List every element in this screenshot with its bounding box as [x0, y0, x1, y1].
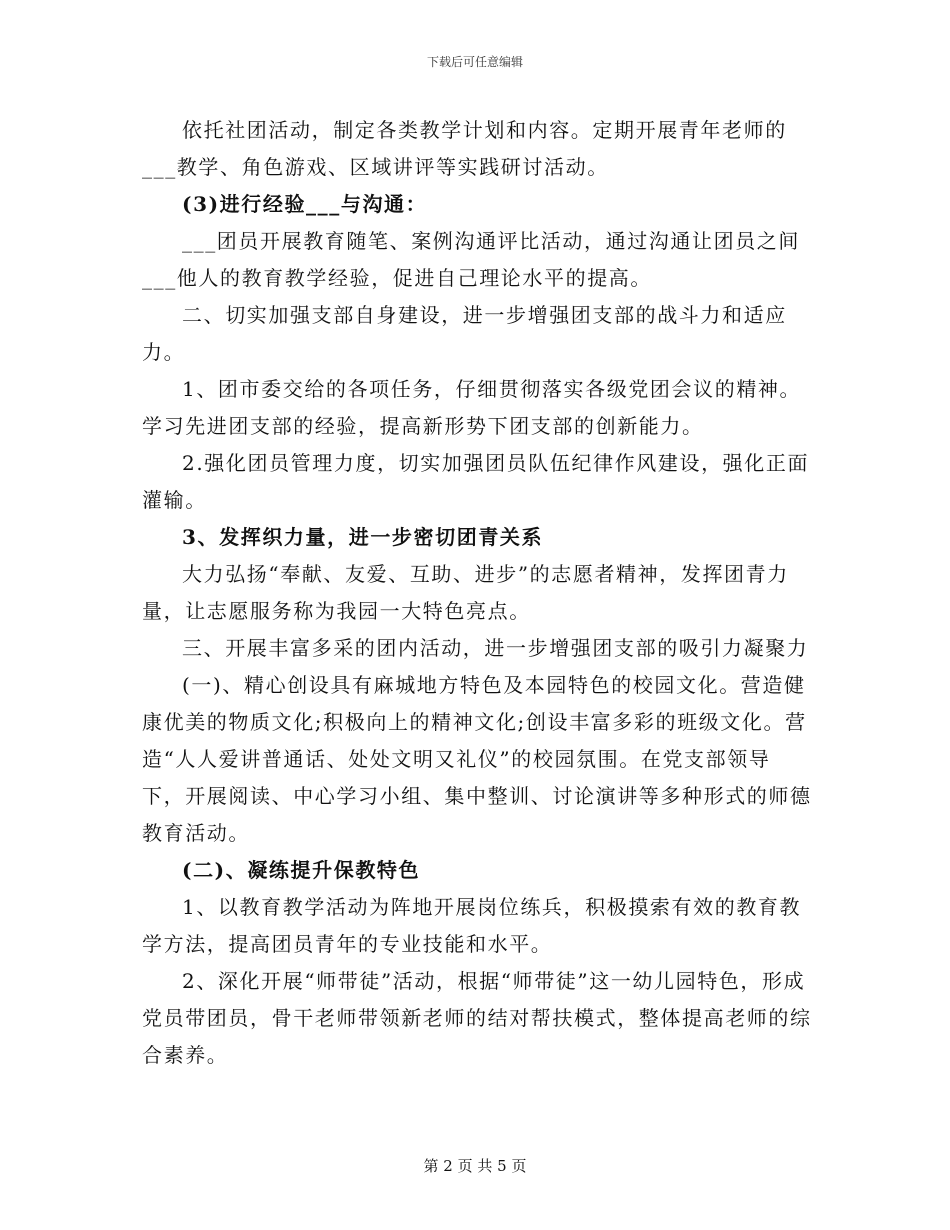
paragraph: (一)、精心创设具有麻城地方特色及本园特色的校园文化。营造健康优美的物质文化;积极向上的精神文化;创设丰富多彩的班级文化。营造“人人爱讲普通话、处处文明又礼仪”的校园氛围。在党支部领导下，开展阅读、中心学习小组、集中整训、讨论演讲等多种形式的师德教育活动。	[142, 673, 812, 845]
paragraph: 三、开展丰富多采的团内活动，进一步增强团支部的吸引力凝聚力	[182, 636, 809, 660]
paragraph: ___团员开展教育随笔、案例沟通评比活动，通过沟通让团员之间___他人的教育教学经验，促进自己理论水平的提高。	[142, 229, 800, 290]
section-heading: 3、发挥织力量，进一步密切团青关系	[182, 525, 544, 549]
document-body	[142, 112, 812, 1074]
paragraph: 2、深化开展“师带徒”活动，根据“师带徒”这一幼儿园特色，形成党员带团员，骨干老师带领新老师的结对帮扶模式，整体提高老师的综合素养。	[142, 969, 812, 1067]
paragraph: 1、团市委交给的各项任务，仔细贯彻落实各级党团会议的精神。学习先进团支部的经验，提高新形势下团支部的创新能力。	[142, 377, 802, 438]
paragraph: 二、切实加强支部自身建设，进一步增强团支部的战斗力和适应力。	[142, 303, 787, 364]
section-heading: (二)、凝练提升保教特色	[182, 858, 421, 882]
paragraph: 1、以教育教学活动为阵地开展岗位练兵，积极摸索有效的教育教学方法，提高团员青年的专业技能和水平。	[142, 895, 802, 956]
paragraph: 依托社团活动，制定各类教学计划和内容。定期开展青年老师的___教学、角色游戏、区域讲评等实践研讨活动。	[142, 118, 787, 179]
page-header: 下载后可任意编辑	[426, 55, 523, 69]
page-footer: 第 2 页 共 5 页	[423, 1157, 527, 1175]
section-heading: (3)进行经验___与沟通：	[182, 192, 428, 216]
paragraph: 2.强化团员管理力度，切实加强团员队伍纪律作风建设，强化正面灌输。	[142, 451, 810, 512]
paragraph: 大力弘扬“奉献、友爱、互助、进步”的志愿者精神，发挥团青力量，让志愿服务称为我园一大特色亮点。	[142, 562, 789, 623]
